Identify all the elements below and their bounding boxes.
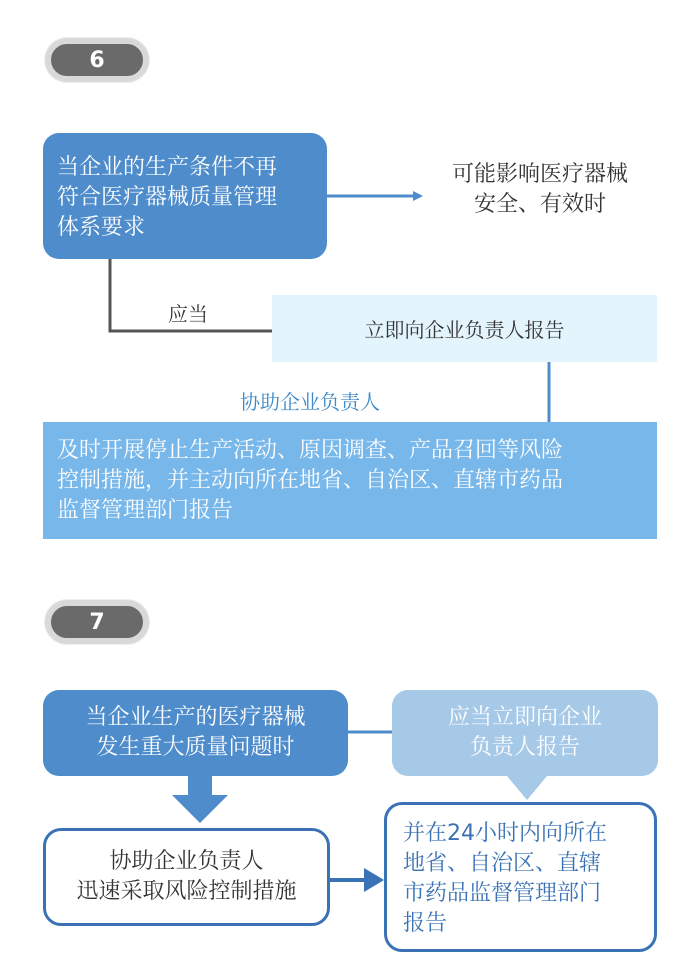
step-badge-7 xyxy=(45,600,149,644)
assist-box-7: 协助企业负责人 迅速采取风险控制措施 xyxy=(43,828,330,926)
down-arrow-to-assist xyxy=(172,776,228,823)
report-box-7: 应当立即向企业 负责人报告 xyxy=(392,690,658,776)
condition-box-7: 当企业生产的医疗器械 发生重大质量问题时 xyxy=(43,690,348,776)
measures-box-6: 及时开展停止生产活动、原因调查、产品召回等风险 控制措施，并主动向所在地省、自治区、直辖市药品 监督管理部门报告 xyxy=(43,422,657,539)
step-number: 7 xyxy=(89,609,105,635)
down-arrow-to-24h xyxy=(507,776,547,800)
should-label-6: 应当 xyxy=(168,302,208,326)
step-number: 6 xyxy=(89,47,105,73)
report-24h-box-7: 并在24小时内向所在 地省、自治区、直辖 市药品监督管理部门 报告 xyxy=(384,802,657,952)
effect-text-6: 可能影响医疗器械 安全、有效时 xyxy=(451,162,628,217)
report-box-6: 立即向企业负责人报告 xyxy=(272,295,657,362)
step-badge-6 xyxy=(45,38,149,82)
arrow-head-assist-to-24h xyxy=(364,868,384,892)
condition-box-6: 当企业的生产条件不再 符合医疗器械质量管理 体系要求 xyxy=(43,133,327,259)
assist-label-6: 协助企业负责人 xyxy=(240,390,380,414)
